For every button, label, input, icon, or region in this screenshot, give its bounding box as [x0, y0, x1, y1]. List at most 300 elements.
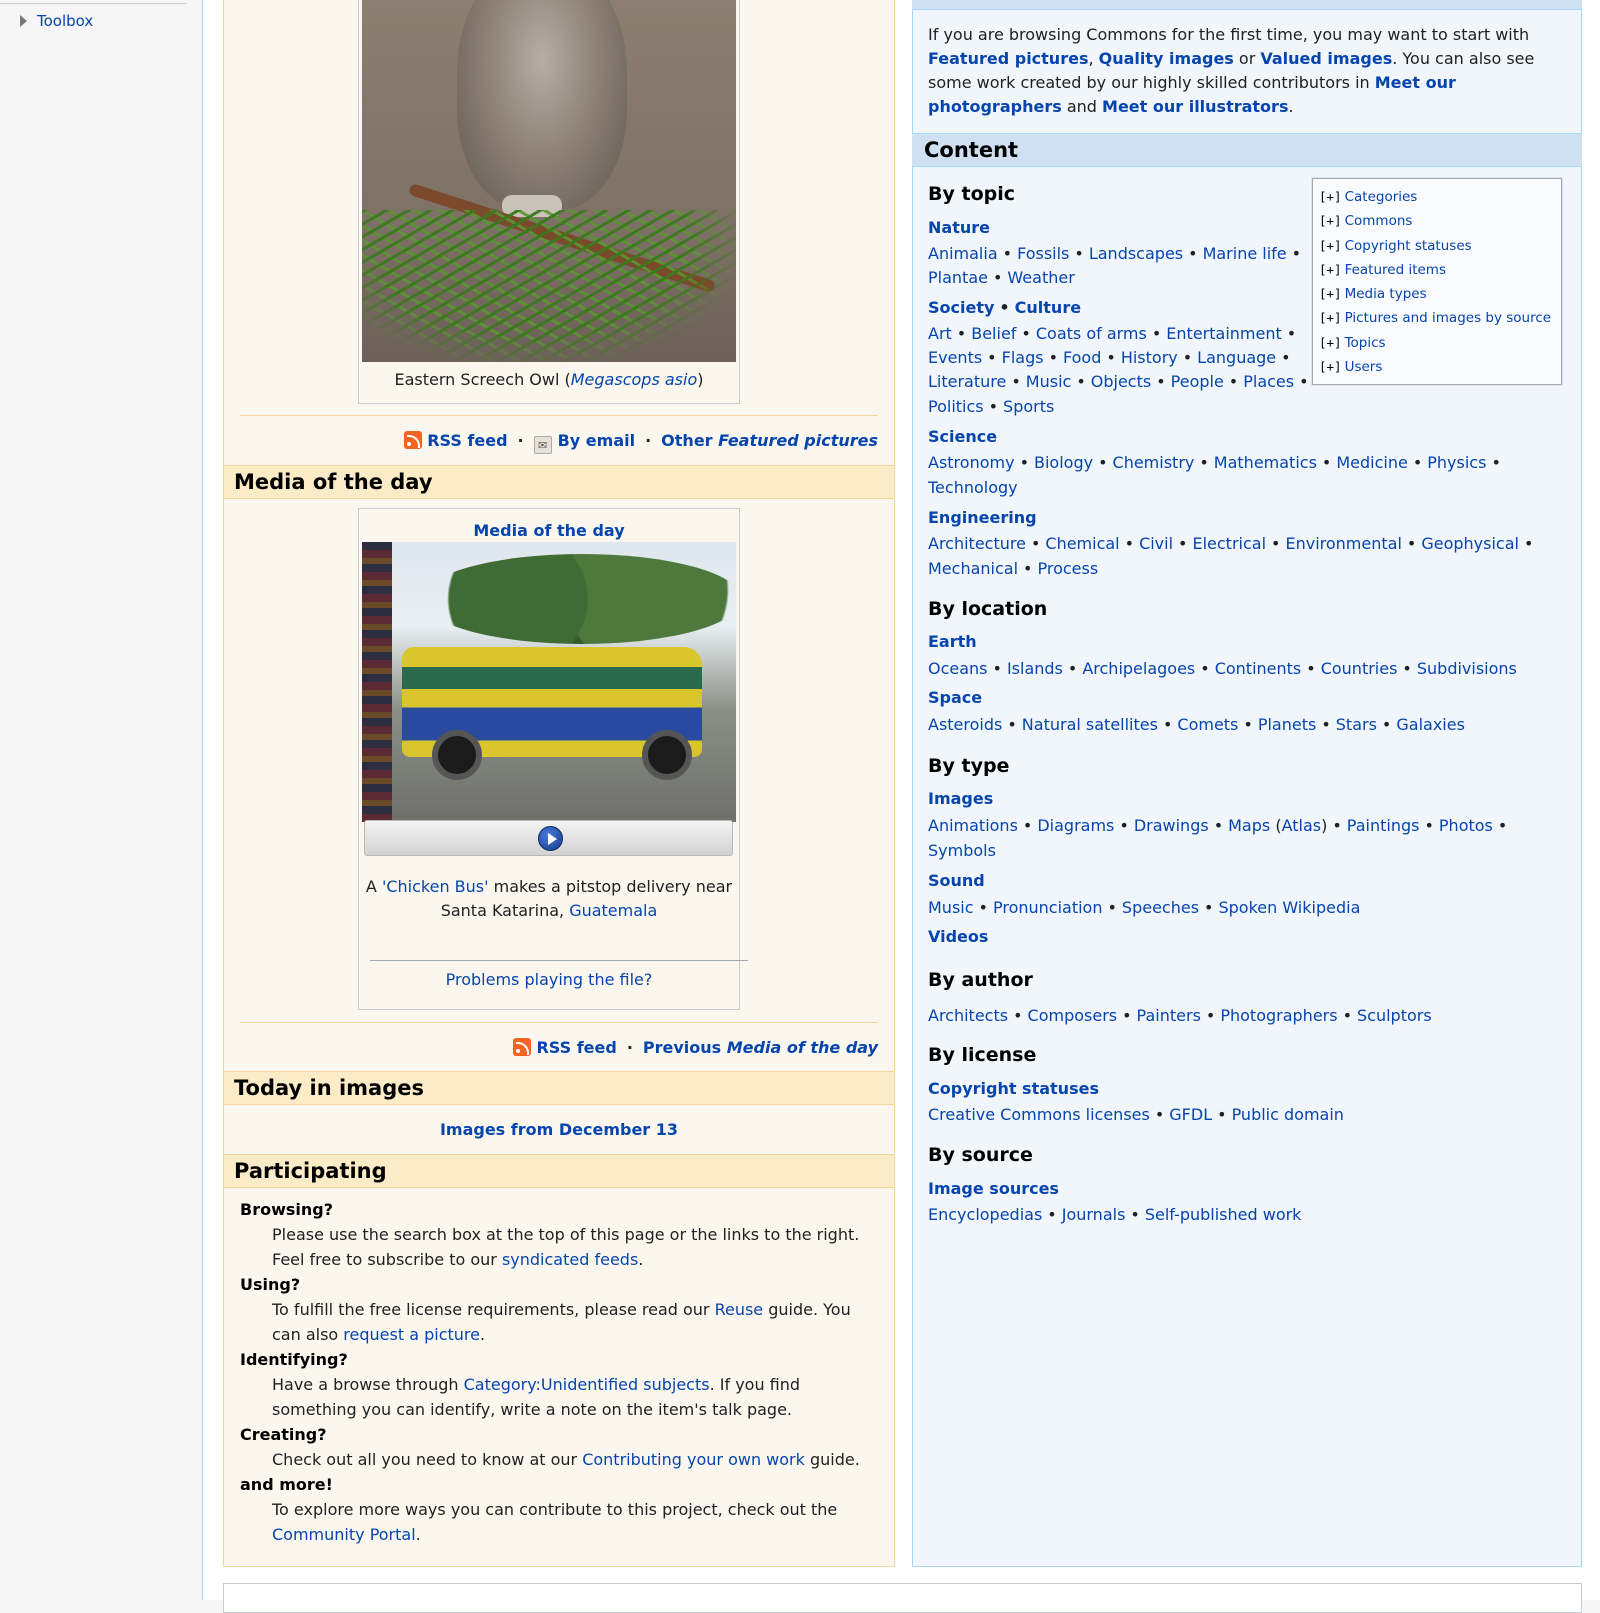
reuse-link[interactable]: Reuse — [714, 1300, 764, 1319]
images-links — [928, 813, 1568, 838]
self-published-work-link[interactable]: Self-published work — [1144, 1205, 1302, 1224]
using-term: Using? — [240, 1275, 301, 1294]
category-tree-item — [1319, 355, 1561, 379]
gfdl-link[interactable]: GFDL — [1169, 1105, 1213, 1124]
society-links — [928, 369, 1308, 394]
separator: • — [1321, 453, 1332, 472]
featured-pictures-link[interactable]: Featured pictures — [928, 49, 1089, 68]
separator: • — [1154, 1105, 1165, 1124]
separator: • — [1381, 715, 1392, 734]
separator: • — [1321, 715, 1331, 734]
marine-life-link[interactable]: Marine life — [1202, 244, 1287, 263]
desc-text: Please use the search box at the top of this page or the links to the right. — [272, 1225, 860, 1244]
email-icon: ✉ — [534, 436, 552, 454]
featured-feeds — [404, 431, 878, 454]
asteroids-link[interactable]: Asteroids — [928, 715, 1003, 734]
painters-link[interactable]: Painters — [1136, 1006, 1201, 1025]
separator: • — [956, 324, 967, 343]
architects-link[interactable]: Architects — [928, 1006, 1009, 1025]
toolbox-link[interactable]: Toolbox — [37, 12, 94, 30]
biology-link[interactable]: Biology — [1034, 453, 1094, 472]
expand-toggle-icon[interactable]: [+] — [1319, 261, 1342, 277]
civil-link[interactable]: Civil — [1139, 534, 1174, 553]
separator: • — [999, 298, 1010, 317]
separator: • — [1124, 534, 1135, 553]
image-sources-heading — [928, 1179, 1059, 1198]
maps-link[interactable]: Maps — [1228, 816, 1271, 835]
separator: • — [1130, 1205, 1140, 1224]
continents-link[interactable]: Continents — [1214, 659, 1302, 678]
expand-triangle-icon[interactable] — [20, 15, 27, 27]
separator: • — [992, 659, 1002, 678]
separator: • — [1156, 372, 1166, 391]
images-from-date-link[interactable]: Images from December 13 — [439, 1120, 679, 1139]
link-text: Other — [661, 431, 719, 450]
problems-playing-link[interactable]: Problems playing the file? — [445, 970, 653, 989]
separator: • — [1011, 372, 1021, 391]
images-heading — [928, 789, 993, 808]
society-link[interactable]: Society — [928, 298, 995, 317]
expand-toggle-icon[interactable]: [+] — [1319, 213, 1342, 229]
images-links-b — [1347, 816, 1513, 835]
desc-text: Check out all you need to know at our — [272, 1450, 583, 1469]
science-link[interactable]: Science — [928, 427, 998, 446]
category-tree-item — [1319, 234, 1561, 258]
videos-link[interactable]: Videos — [928, 927, 989, 946]
separator: • — [1098, 453, 1108, 472]
syndicated-feeds-link[interactable]: syndicated feeds — [501, 1250, 639, 1269]
electrical-link[interactable]: Electrical — [1192, 534, 1267, 553]
caption-text: Santa Katarina, — [440, 901, 570, 920]
browsing-term: Browsing? — [240, 1200, 333, 1219]
plantae-link[interactable]: Plantae — [928, 268, 988, 287]
sports-link[interactable]: Sports — [1003, 397, 1055, 416]
sidebar — [0, 0, 200, 1600]
journals-link[interactable]: Journals — [1061, 1205, 1126, 1224]
natural-satellites-link[interactable]: Natural satellites — [1021, 715, 1158, 734]
creating-desc — [240, 1447, 860, 1472]
separator: • — [1424, 816, 1434, 835]
separator: • — [1182, 348, 1193, 367]
guatemala-link[interactable]: Guatemala — [569, 901, 658, 920]
galaxies-link[interactable]: Galaxies — [1396, 715, 1465, 734]
category-tree-item — [1319, 282, 1561, 306]
browsing-desc — [240, 1222, 860, 1272]
separator: • — [1523, 534, 1534, 553]
technology-link[interactable]: Technology — [928, 478, 1018, 497]
art-link[interactable]: Art — [928, 324, 952, 343]
separator: • — [1047, 1205, 1057, 1224]
archipelagoes-link[interactable]: Archipelagoes — [1082, 659, 1196, 678]
chemical-link[interactable]: Chemical — [1045, 534, 1120, 553]
society-links — [928, 394, 1548, 419]
spoken-wikipedia-link[interactable]: Spoken Wikipedia — [1218, 898, 1361, 917]
separator: • — [1074, 244, 1084, 263]
rss-icon — [513, 1038, 531, 1056]
videos-heading — [928, 927, 988, 946]
process-link[interactable]: Process — [1037, 559, 1099, 578]
fossils-link[interactable]: Fossils — [1017, 244, 1070, 263]
motd-video-still[interactable] — [362, 542, 736, 822]
images-links — [928, 838, 1548, 863]
text: , — [1088, 49, 1099, 68]
separator: • — [1022, 816, 1033, 835]
space-heading — [928, 688, 982, 707]
expand-toggle-icon[interactable]: [+] — [1319, 189, 1342, 204]
category-pictures-and-images-by-source-link[interactable]: Pictures and images by source — [1344, 310, 1552, 327]
divider — [240, 1022, 878, 1023]
separator: • — [1151, 324, 1162, 343]
text: or — [1233, 49, 1261, 68]
desc-text: To explore more ways you can contribute to this project, check out the — [272, 1500, 838, 1519]
desc-text: guide. — [804, 1450, 860, 1469]
space-link[interactable]: Space — [928, 688, 983, 707]
highlights-text — [928, 23, 1568, 119]
politics-link[interactable]: Politics — [928, 397, 984, 416]
link-text-em: Media of the day — [726, 1038, 878, 1057]
events-link[interactable]: Events — [928, 348, 983, 367]
separator: • — [1213, 816, 1224, 835]
symbols-link[interactable]: Symbols — [928, 841, 996, 860]
highlights-line: If you are browsing Commons for the first time, you may want to start with — [928, 25, 1530, 44]
pronunciation-link[interactable]: Pronunciation — [992, 898, 1103, 917]
food-link[interactable]: Food — [1063, 348, 1102, 367]
by-author-heading: By author — [928, 969, 1033, 991]
separator: • — [1023, 559, 1033, 578]
medicine-link[interactable]: Medicine — [1336, 453, 1408, 472]
society-links — [928, 321, 1308, 346]
by-location-heading: By location — [928, 598, 1048, 620]
history-link[interactable]: History — [1120, 348, 1178, 367]
nature-link[interactable]: Nature — [928, 218, 990, 237]
weather-link[interactable]: Weather — [1007, 268, 1075, 287]
previous-motd-link[interactable] — [643, 1038, 878, 1057]
sidebar-toolbox[interactable] — [20, 12, 93, 30]
separator: • — [1299, 372, 1309, 391]
desc-text: . — [479, 1325, 486, 1344]
engineering-heading — [928, 508, 1037, 527]
language-link[interactable]: Language — [1197, 348, 1277, 367]
participating-header: Participating — [224, 1154, 894, 1188]
text: . You can also see — [1392, 49, 1535, 68]
music-link[interactable]: Music — [1025, 372, 1072, 391]
oceans-link[interactable]: Oceans — [928, 659, 988, 678]
link-text: photographers — [928, 97, 1062, 116]
community-portal-link[interactable]: Community Portal — [272, 1525, 416, 1544]
desc-text: Feel free to subscribe to our — [272, 1250, 502, 1269]
sound-heading — [928, 871, 985, 890]
separator: • — [1342, 1006, 1353, 1025]
license-links — [928, 1102, 1548, 1127]
photographers-link[interactable]: Photographers — [1220, 1006, 1338, 1025]
landscapes-link[interactable]: Landscapes — [1088, 244, 1184, 263]
separator: • — [1199, 453, 1209, 472]
speeches-link[interactable]: Speeches — [1121, 898, 1200, 917]
category-commons-link[interactable]: Commons — [1344, 213, 1413, 230]
page-footer — [223, 1583, 1582, 1613]
countries-link[interactable]: Countries — [1320, 659, 1398, 678]
divider — [240, 415, 878, 416]
sidebar-divider — [0, 3, 186, 4]
category-tree-item — [1319, 185, 1561, 209]
participating-list — [240, 1197, 860, 1547]
separator: • — [988, 397, 999, 416]
separator: · — [626, 1038, 633, 1057]
society-heading — [928, 298, 1081, 317]
motd-feeds — [513, 1038, 878, 1057]
separator: • — [1106, 348, 1116, 367]
science-heading — [928, 427, 997, 446]
desc-text: can also — [272, 1325, 344, 1344]
images-link[interactable]: Images — [928, 789, 994, 808]
desc-text: . — [638, 1250, 644, 1269]
wheel — [642, 730, 692, 780]
separator: • — [1243, 715, 1253, 734]
identifying-term: Identifying? — [240, 1350, 348, 1369]
meet-illustrators-link[interactable]: Meet our illustrators — [1102, 97, 1289, 116]
physics-link[interactable]: Physics — [1427, 453, 1487, 472]
quality-images-link[interactable]: Quality images — [1098, 49, 1234, 68]
rss-icon — [404, 431, 422, 449]
category-categories-link[interactable]: Categories — [1344, 189, 1418, 205]
chicken-bus-link[interactable]: 'Chicken Bus' — [381, 877, 489, 896]
places-link[interactable]: Places — [1243, 372, 1295, 391]
separator: • — [1021, 324, 1031, 343]
separator: • — [1007, 715, 1017, 734]
motd-rss-link[interactable]: RSS feed — [536, 1038, 617, 1057]
astronomy-link[interactable]: Astronomy — [928, 453, 1015, 472]
by-topic-heading: By topic — [928, 183, 1015, 205]
images-links-a — [928, 816, 1270, 835]
separator: • — [1332, 816, 1342, 835]
category-tree-box — [1312, 178, 1562, 385]
separator: • — [1019, 453, 1029, 472]
author-links — [928, 1003, 1548, 1028]
music-link[interactable]: Music — [928, 898, 974, 917]
request-picture-link[interactable]: request a picture — [343, 1325, 480, 1344]
category-media-types-link[interactable]: Media types — [1344, 286, 1427, 303]
using-desc — [240, 1297, 860, 1347]
coats-of-arms-link[interactable]: Coats of arms — [1035, 324, 1147, 343]
separator: · — [517, 431, 524, 450]
pine-needles — [362, 210, 736, 362]
encyclopedias-link[interactable]: Encyclopedias — [928, 1205, 1043, 1224]
creating-term: Creating? — [240, 1425, 327, 1444]
creative-commons-licenses-link[interactable]: Creative Commons licenses — [928, 1105, 1150, 1124]
link-text-em: Featured pictures — [718, 431, 878, 450]
mathematics-link[interactable]: Mathematics — [1213, 453, 1317, 472]
stars-link[interactable]: Stars — [1335, 715, 1377, 734]
separator: • — [1306, 659, 1316, 678]
nature-heading — [928, 218, 990, 237]
more-term: and more! — [240, 1475, 333, 1494]
today-link-row — [224, 1118, 894, 1142]
category-featured-items-link[interactable]: Featured items — [1344, 261, 1446, 278]
separator: • — [1013, 1006, 1023, 1025]
separator: • — [1217, 1105, 1227, 1124]
copyright-statuses-link[interactable]: Copyright statuses — [928, 1079, 1099, 1098]
chemistry-link[interactable]: Chemistry — [1112, 453, 1195, 472]
motd-title — [359, 519, 739, 543]
content-header: Content — [912, 133, 1582, 167]
earth-heading — [928, 632, 977, 651]
by-license-heading: By license — [928, 1044, 1037, 1066]
separator: • — [992, 268, 1003, 287]
image-sources-link[interactable]: Image sources — [928, 1179, 1059, 1198]
public-domain-link[interactable]: Public domain — [1231, 1105, 1344, 1124]
category-tree-item — [1319, 331, 1561, 355]
separator: • — [1162, 715, 1173, 734]
photos-link[interactable]: Photos — [1438, 816, 1493, 835]
caption-text: A — [365, 877, 382, 896]
text: and — [1061, 97, 1103, 116]
paintings-link[interactable]: Paintings — [1346, 816, 1420, 835]
expand-toggle-icon[interactable]: [+] — [1319, 237, 1342, 253]
valued-images-link[interactable]: Valued images — [1260, 49, 1393, 68]
entertainment-link[interactable]: Entertainment — [1166, 324, 1282, 343]
animalia-link[interactable]: Animalia — [928, 244, 998, 263]
motd-caption — [359, 875, 739, 923]
highlights-header — [912, 0, 1582, 10]
separator: • — [1178, 534, 1188, 553]
today-header: Today in images — [224, 1071, 894, 1105]
expand-toggle-icon[interactable]: [+] — [1319, 286, 1342, 302]
caption-text: makes a pitstop delivery near — [488, 877, 733, 896]
engineering-links — [928, 556, 1548, 581]
category-topics-link[interactable]: Topics — [1344, 334, 1386, 351]
identifying-desc — [240, 1372, 860, 1422]
sound-link[interactable]: Sound — [928, 871, 985, 890]
architecture-link[interactable]: Architecture — [928, 534, 1026, 553]
planets-link[interactable]: Planets — [1257, 715, 1317, 734]
expand-toggle-icon[interactable]: [+] — [1319, 359, 1342, 375]
other-featured-link[interactable] — [661, 431, 878, 450]
category-tree-item — [1319, 209, 1561, 233]
science-links — [928, 475, 1548, 500]
motd-title-link[interactable]: Media of the day — [473, 521, 625, 540]
atlas-link[interactable]: Atlas — [1281, 816, 1322, 835]
belief-link[interactable]: Belief — [971, 324, 1017, 343]
objects-link[interactable]: Objects — [1090, 372, 1152, 391]
literature-link[interactable]: Literature — [928, 372, 1007, 391]
separator: • — [1188, 244, 1198, 263]
separator: • — [1228, 372, 1239, 391]
mechanical-link[interactable]: Mechanical — [928, 559, 1019, 578]
desc-text: . If you find — [709, 1375, 801, 1394]
separator: • — [1002, 244, 1013, 263]
desc-text: guide. You — [763, 1300, 851, 1319]
geophysical-link[interactable]: Geophysical — [1421, 534, 1519, 553]
expand-toggle-icon[interactable]: [+] — [1319, 334, 1342, 350]
sound-links — [928, 895, 1548, 920]
divider — [370, 960, 748, 961]
separator: · — [645, 431, 652, 450]
separator: • — [1122, 1006, 1132, 1025]
link-text: Meet our — [1374, 73, 1456, 92]
separator: • — [1030, 534, 1041, 553]
by-type-heading: By type — [928, 755, 1010, 777]
separator: • — [978, 898, 988, 917]
more-desc — [240, 1497, 860, 1547]
drawings-link[interactable]: Drawings — [1133, 816, 1209, 835]
owl-body — [457, 0, 627, 210]
copyright-heading — [928, 1079, 1099, 1098]
earth-link[interactable]: Earth — [928, 632, 977, 651]
separator: • — [1107, 898, 1117, 917]
separator: • — [1119, 816, 1129, 835]
desc-text: To fulfill the free license requirements, please read our — [272, 1300, 715, 1319]
environmental-link[interactable]: Environmental — [1285, 534, 1402, 553]
separator: • — [1204, 898, 1214, 917]
separator: • — [1497, 816, 1508, 835]
unidentified-subjects-link[interactable]: Category:Unidentified subjects — [463, 1375, 710, 1394]
featured-rss-link[interactable]: RSS feed — [427, 431, 508, 450]
composers-link[interactable]: Composers — [1027, 1006, 1118, 1025]
category-tree-item — [1319, 258, 1561, 282]
science-links — [928, 450, 1548, 475]
caption-text: Eastern Screech Owl ( — [394, 370, 571, 389]
separator: • — [1281, 348, 1291, 367]
contributing-link[interactable]: Contributing your own work — [582, 1450, 805, 1469]
caption-text: ) — [697, 370, 704, 389]
subdivisions-link[interactable]: Subdivisions — [1416, 659, 1517, 678]
problems-playing — [359, 968, 739, 992]
space-links — [928, 712, 1568, 737]
species-link[interactable]: Megascops asio — [570, 370, 698, 389]
category-copyright-statuses-link[interactable]: Copyright statuses — [1344, 237, 1472, 254]
separator: • — [1286, 324, 1297, 343]
featured-caption — [359, 368, 739, 392]
atlas-paren: (Atlas) — [1275, 816, 1328, 835]
featured-picture-owl[interactable] — [362, 0, 736, 362]
wheel — [432, 730, 482, 780]
by-source-heading: By source — [928, 1144, 1033, 1166]
play-icon[interactable] — [538, 826, 563, 851]
diagrams-link[interactable]: Diagrams — [1037, 816, 1115, 835]
animations-link[interactable]: Animations — [928, 816, 1018, 835]
sculptors-link[interactable]: Sculptors — [1357, 1006, 1432, 1025]
source-links — [928, 1202, 1548, 1227]
expand-toggle-icon[interactable]: [+] — [1319, 310, 1342, 326]
islands-link[interactable]: Islands — [1006, 659, 1063, 678]
separator: • — [1048, 348, 1058, 367]
featured-email-link[interactable]: By email — [557, 431, 636, 450]
comets-link[interactable]: Comets — [1177, 715, 1239, 734]
flags-link[interactable]: Flags — [1001, 348, 1044, 367]
desc-text: . — [415, 1525, 421, 1544]
motd-header: Media of the day — [224, 465, 894, 499]
separator: • — [1412, 453, 1423, 472]
nature-links — [928, 241, 1308, 266]
desc-text: Have a browse through — [272, 1375, 464, 1394]
engineering-links — [928, 531, 1568, 556]
category-tree-item — [1319, 306, 1561, 330]
separator: • — [987, 348, 997, 367]
text: some work created by our highly skilled contributors in — [928, 73, 1375, 92]
separator: • — [1402, 659, 1412, 678]
separator: • — [1200, 659, 1210, 678]
text: . — [1288, 97, 1294, 116]
people-link[interactable]: People — [1170, 372, 1224, 391]
separator: • — [1067, 659, 1078, 678]
earth-links — [928, 656, 1568, 681]
separator: • — [1491, 453, 1501, 472]
category-users-link[interactable]: Users — [1344, 359, 1383, 376]
society-links — [928, 345, 1308, 370]
media-player-bar[interactable] — [364, 820, 733, 856]
engineering-link[interactable]: Engineering — [928, 508, 1037, 527]
culture-link[interactable]: Culture — [1014, 298, 1082, 317]
